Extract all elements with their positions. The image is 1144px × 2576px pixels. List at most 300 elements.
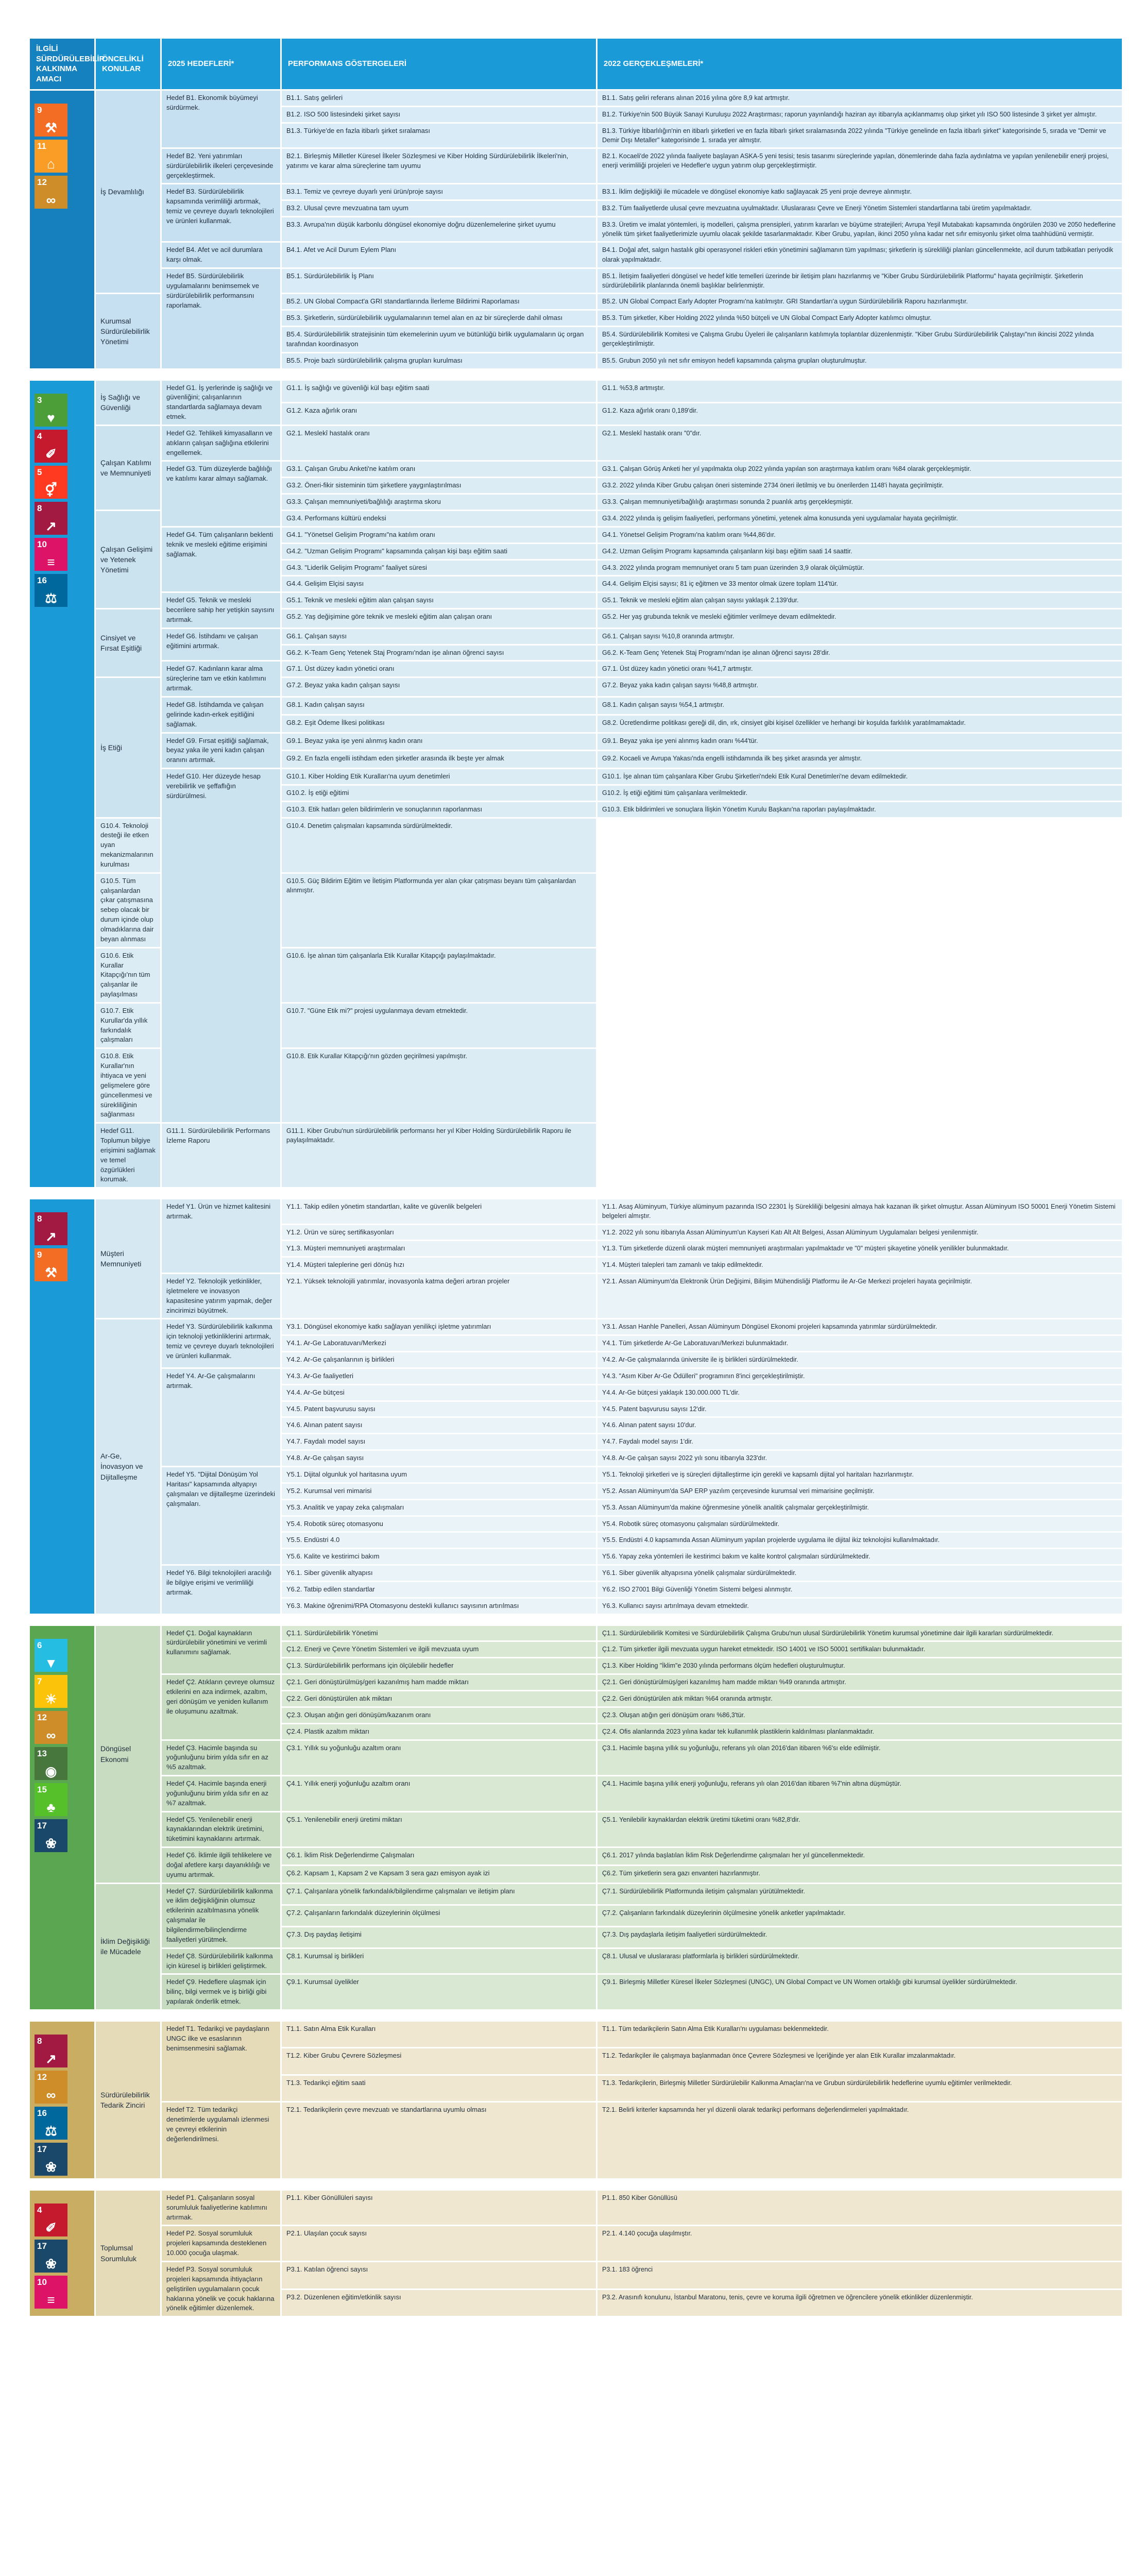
table-header-row [30, 39, 1122, 89]
result-cell: Y5.2. Assan Alüminyum'da SAP ERP yazılım çerçevesinde kurumsal veri mimarisine geçilmiştir. [597, 1484, 1122, 1499]
result-cell: Y1.1. Asaş Alüminyum, Türkiye alüminyum pazarında ISO 22301 İş Sürekliliği belgesini almaya hak kazanan ilk şirket olmuştur. Assan Alüminyum ISO 50001 Enerji Yönetim Sistemi belgeleri almıştır. [597, 1199, 1122, 1223]
result-cell: G5.2. Her yaş grubunda teknik ve mesleki eğitimler verilmeye devam edilmektedir. [597, 609, 1122, 628]
priority-topic: İş Sağlığı ve Güvenliği [96, 381, 160, 425]
table-row [30, 1949, 1122, 1974]
table-row [30, 1566, 1122, 1581]
table-row [30, 2191, 1122, 2225]
table-row [30, 1776, 1122, 1811]
table-row [30, 593, 1122, 608]
sdg-icon-stack [35, 2024, 90, 2176]
kpi-cell: Ç3.1. Yıllık su yoğunluğu azaltım oranı [282, 1741, 596, 1775]
result-cell: Ç2.4. Ofis alanlarında 2023 yılına kadar tek kullanımlık plastiklerin kaldırılması planlanmaktadır. [597, 1724, 1122, 1739]
priority-topic: İklim Değişikliği ile Mücadele [96, 1884, 160, 2009]
kpi-cell: B5.5. Proje bazlı sürdürülebilirlik çalışma grupları kurulması [282, 353, 596, 368]
kpi-cell: B1.3. Türkiye'de en fazla itibarlı şirket sıralaması [282, 124, 596, 147]
goal-cell: Hedef Y3. Sürdürülebilirlik kalkınma için teknoloji yetkinliklerini artırmak, temiz ve çevreye duyarlı teknolojileri ve ürünleri kullanmak. [162, 1319, 280, 1367]
factory-icon: ⚒ [45, 120, 57, 135]
goal-cell: Hedef G11. Toplumun bilgiye erişimini sağlamak ve temel özgürlükleri korumak. [96, 1124, 160, 1187]
result-cell: B5.4. Sürdürülebilirlik Komitesi ve Çalışma Grubu Üyeleri ile çalışanların katılımıyla toplantılar düzenlenmiştir. "Kiber Grubu Sürdürülebilirlik Çalıştayı"nın ikincisi 2022 yılında gerçekleştirilmiştir. [597, 327, 1122, 352]
sdg-number: 8 [37, 1214, 42, 1224]
priority-topic: Cinsiyet ve Fırsat Eşitliği [96, 609, 160, 676]
result-cell: B5.3. Tüm şirketler, Kiber Holding 2022 yılında %50 bütçeli ve UN Global Compact Early Adopter katılımcı olmuştur. [597, 311, 1122, 326]
kpi-cell: B1.2. ISO 500 listesindeki şirket sayısı [282, 107, 596, 122]
section-separator [30, 1615, 1122, 1624]
result-cell: Y4.3. "Asım Kiber Ar-Ge Ödülleri" programının 8'inci gerçekleştirilmiştir. [597, 1369, 1122, 1384]
table-row [30, 734, 1122, 750]
sdg-number: 12 [37, 177, 47, 187]
goal-cell: Hedef P2. Sosyal sorumluluk projeleri kapsamında desteklenen 10.000 çocuğa ulaşmak. [162, 2226, 280, 2261]
kpi-cell: G10.4. Teknoloji desteği ile etken uyan mekanizmalarının kurulması [96, 819, 160, 872]
sdg-icon-stack [35, 1202, 90, 1281]
sdg-badge [35, 466, 67, 499]
result-cell: P2.1. 4.140 çocuğa ulaşılmıştır. [597, 2226, 1122, 2261]
kpi-cell: G10.2. İş etiği eğitimi [282, 786, 596, 801]
infinity-icon: ∞ [46, 2087, 56, 2103]
result-cell: B1.2. Türkiye'nin 500 Büyük Sanayi Kuruluşu 2022 Araştırması; raporun yayınlandığı haziran ayı itibarıyla açıklanmamış olup şirket yılı ISO 500 listesinde 3 şirket yer almıştır. [597, 107, 1122, 122]
result-cell: Ç8.1. Ulusal ve uluslararası platformlarla iş birlikleri sürdürülmektedir. [597, 1949, 1122, 1974]
goal-cell: Hedef G6. İstihdamı ve çalışan eğitimini artırmak. [162, 629, 280, 660]
sdg-number: 9 [37, 1250, 42, 1260]
infinity-icon: ∞ [46, 1727, 56, 1743]
priority-topic: Çalışan Katılımı ve Memnuniyeti [96, 426, 160, 510]
result-cell: G4.2. Uzman Gelişim Programı kapsamında çalışanların kişi başı eğitim saati 14 saattir. [597, 544, 1122, 559]
kpi-cell: Y3.1. Döngüsel ekonomiye katkı sağlayan yenilikçi işletme yatırımları [282, 1319, 596, 1334]
result-cell: G4.1. Yönetsel Gelişim Programı'na katılım oranı %44,86'dır. [597, 528, 1122, 543]
book-icon: ✐ [45, 446, 57, 462]
kpi-cell: G10.5. Tüm çalışanlardan çıkar çatışmasına sebep olacak bir durum içinde olup olmadıklarına dair beyan alınması [96, 874, 160, 947]
result-cell: G10.3. Etik bildirimleri ve sonuçlara İlişkin Yönetim Kurulu Başkanı'na raporları paylaşılmaktadır. [597, 802, 1122, 817]
result-cell: Ç7.2. Çalışanların farkındalık düzeylerinin ölçülmesine yönelik anketler yapılmaktadır. [597, 1906, 1122, 1926]
kpi-cell: Y4.2. Ar-Ge çalışanlarının iş birlikleri [282, 1352, 596, 1367]
result-cell: Ç2.2. Geri dönüştürülen atık miktarı %64 oranında artmıştır. [597, 1691, 1122, 1706]
result-cell: B5.5. Grubun 2050 yılı net sıfır emisyon hedefi kapsamında çalışma grupları oluşturulmuştur. [597, 353, 1122, 368]
kpi-cell: Y1.3. Müşteri memnuniyeti araştırmaları [282, 1241, 596, 1256]
goal-cell: Hedef G1. İş yerlerinde iş sağlığı ve güvenliğini; çalışanlarının standartlarda sağlamaya devam etmek. [162, 381, 280, 425]
result-cell: Y5.5. Endüstri 4.0 kapsamında Assan Alüminyum yapılan projelerde uygulama ile dijital ikiz teknolojisi kullanılmaktadır. [597, 1533, 1122, 1548]
kpi-cell: Ç1.2. Enerji ve Çevre Yönetim Sistemleri ve ilgili mevzuata uyum [282, 1642, 596, 1657]
kpi-cell: G10.7. Etik Kurullar'da yıllık farkındalık çalışmaları [96, 1004, 160, 1047]
sdg-number: 5 [37, 467, 42, 477]
result-cell: Y1.3. Tüm şirketlerde düzenli olarak müşteri memnuniyeti araştırmaları yapılmaktadır ve "0" müşteri şikayetine yönelik yenilikler bulunmaktadır. [597, 1241, 1122, 1256]
priority-topic: Sürdürülebilirlik Tedarik Zinciri [96, 2022, 160, 2178]
section-separator [30, 2011, 1122, 2020]
kpi-cell: G4.1. "Yönetsel Gelişim Programı"na katılım oranı [282, 528, 596, 543]
kpi-cell: Y5.5. Endüstri 4.0 [282, 1533, 596, 1548]
kpi-cell: P1.1. Kiber Gönüllüleri sayısı [282, 2191, 596, 2225]
kpi-cell: Y5.4. Robotik süreç otomasyonu [282, 1517, 596, 1532]
priority-topic: Müşteri Memnuniyeti [96, 1199, 160, 1318]
result-cell: G10.1. İşe alınan tüm çalışanlara Kiber Grubu Şirketleri'ndeki Etik Kural Denetimleri'ne devam edilmektedir. [597, 769, 1122, 784]
kpi-cell: G5.2. Yaş değişimine göre teknik ve mesleki eğitim alan çalışan oranı [282, 609, 596, 628]
result-cell: Y4.7. Faydalı model sayısı 1'dir. [597, 1434, 1122, 1449]
goal-cell: Hedef G8. İstihdamda ve çalışan gelirinde kadın-erkek eşitliğini sağlamak. [162, 698, 280, 732]
sdg-number: 12 [37, 2072, 47, 2082]
kpi-cell: Y2.1. Yüksek teknolojili yatırımlar, inovasyonla katma değeri artıran projeler [282, 1274, 596, 1318]
kpi-cell: Y6.3. Makine öğrenimi/RPA Otomasyonu destekli kullanıcı sayısının artırılması [282, 1599, 596, 1614]
kpi-cell: G1.2. Kaza ağırlık oranı [282, 403, 596, 425]
sdg-badge [35, 2204, 67, 2236]
result-cell: Y4.6. Alınan patent sayısı 10'dur. [597, 1418, 1122, 1433]
result-cell: Ç5.1. Yenilebilir kaynaklardan elektrik üretimi tüketimi oranı %82,8'dir. [597, 1812, 1122, 1847]
sdg-badge [35, 2035, 67, 2067]
section-separator [30, 1189, 1122, 1198]
kpi-cell: Y4.8. Ar-Ge çalışan sayısı [282, 1451, 596, 1466]
goal-cell: Hedef Ç2. Atıkların çevreye olumsuz etkilerini en aza indirmek, azaltım, geri dönüşüm ve yeniden kullanım ile oluşumunu azaltmak. [162, 1675, 280, 1739]
partnership-icon: ❀ [45, 1835, 57, 1851]
goal-cell: Hedef Ç6. İklimle ilgili tehlikelere ve doğal afetlere karşı dayanıklılığı ve uyumu artırmak. [162, 1848, 280, 1883]
kpi-cell: Ç2.4. Plastik azaltım miktarı [282, 1724, 596, 1739]
result-cell: Ç2.3. Oluşan atığın geri dönüşüm oranı %86,3'tür. [597, 1708, 1122, 1723]
table-row [30, 149, 1122, 183]
sdg-badge [35, 1819, 67, 1852]
kpi-cell: Y5.2. Kurumsal veri mimarisi [282, 1484, 596, 1499]
result-cell: G1.1. %53,8 artmıştır. [597, 381, 1122, 402]
sdg-badge [35, 2143, 67, 2176]
goal-cell: Hedef B1. Ekonomik büyümeyi sürdürmek. [162, 91, 280, 147]
sdg-cell [30, 2022, 94, 2178]
goal-cell: Hedef B3. Sürdürülebilirlik kapsamında verimliliği artırmak, temiz ve çevreye duyarlı teknolojileri ve ürünleri kullanmak. [162, 184, 280, 241]
goal-cell: Hedef G10. Her düzeyde hesap verebilirlik ve şeffaflığın sürdürülmesi. [162, 769, 280, 1122]
sdg-badge [35, 2071, 67, 2104]
result-cell: G6.2. K-Team Genç Yetenek Staj Programı'ndan işe alınan öğrenci sayısı 28'dir. [597, 646, 1122, 660]
kpi-cell: B5.4. Sürdürülebilirlik stratejisinin tüm ekemelerinin uyum ve bütünlüğü birlik uygulamaların üç organ tarafından koordinasyon [282, 327, 596, 352]
sdg-icon-stack [35, 1629, 90, 1852]
kpi-cell: B1.1. Satış gelirleri [282, 91, 596, 106]
kpi-cell: T1.1. Satın Alma Etik Kuralları [282, 2022, 596, 2047]
heart-pulse-icon: ♥ [47, 410, 55, 426]
result-cell: Ç6.1. 2017 yılında başlatılan İklim Risk Değerlendirme çalışmaları her yıl güncellenmektedir. [597, 1848, 1122, 1865]
sdg-badge [35, 1248, 67, 1281]
kpi-cell: Ç2.2. Geri dönüştürülen atık miktarı [282, 1691, 596, 1706]
priority-topic: İş Etiği [96, 678, 160, 817]
kpi-cell: T2.1. Tedarikçilerin çevre mevzuatı ve standartlarına uyumlu olması [282, 2103, 596, 2178]
kpi-cell: G4.4. Gelişim Elçisi sayısı [282, 577, 596, 591]
result-cell: G1.2. Kaza ağırlık oranı 0,189'dir. [597, 403, 1122, 425]
goal-cell: Hedef Ç4. Hacimle başında enerji yoğunluğunu birim yılda sıfır en az %7 azaltmak. [162, 1776, 280, 1811]
result-cell: G10.7. "Güne Etik mi?" projesi uygulanmaya devam etmektedir. [282, 1004, 596, 1047]
sdg-badge [35, 574, 67, 607]
goal-cell: Hedef Ç8. Sürdürülebilirlik kalkınma için küresel iş birlikleri geliştirmek. [162, 1949, 280, 1974]
result-cell: B1.3. Türkiye İtibarlılığın'nin en itibarlı şirketleri ve en fazla itibarlı şirket sıralamasında 2022 yılında "Türkiye genelinde en fazla itibarlı şirket" kategorisinde 5, sırada ve "Demir ve Demir Dışı Metaller" kategorisinde 1. sırada yer almıştır. [597, 124, 1122, 147]
section-separator-cell [30, 2011, 1122, 2020]
goal-cell: Hedef B5. Sürdürülebilirlik uygulamalarını benimsemek ve sürdürülebilirlik performansını raporlamak. [162, 269, 280, 368]
kpi-cell: Ç7.1. Çalışanlara yönelik farkındalık/bilgilendirme çalışmaları ve iletişim planı [282, 1884, 596, 1904]
kpi-cell: B3.3. Avrupa'nın düşük karbonlu döngüsel ekonomiye doğru düzenlemelerine şirket uyumu [282, 217, 596, 241]
result-cell: Y4.5. Patent başvurusu sayısı 12'dir. [597, 1402, 1122, 1417]
kpi-cell: Y1.4. Müşteri taleplerine geri dönüş hızı [282, 1258, 596, 1273]
kpi-cell: G3.1. Çalışan Grubu Anketi'ne katılım oranı [282, 462, 596, 477]
goal-cell: Hedef P3. Sosyal sorumluluk projeleri kapsamında ihtiyaçların geliştirilen uygulamaların çocuk haklarına yönelik ve çocuk haklarına yönelik eğitimler düzenlemek. [162, 2262, 280, 2316]
result-cell: P3.2. Arasınıfı konulunu, İstanbul Maratonu, tenis, çevre ve koruma ilgili öğretmen ve öğrencilere yönelik etkinlikler düzenlenmiştir. [597, 2290, 1122, 2316]
sdg-icon-stack [35, 93, 90, 209]
sdg-number: 7 [37, 1676, 42, 1686]
result-cell: Y5.4. Robotik süreç otomasyonu çalışmaları sürdürülmektedir. [597, 1517, 1122, 1532]
result-cell: Ç1.3. Kiber Holding "İklim"e 2030 yılında performans ölçüm hedefleri oluşturulmuştur. [597, 1658, 1122, 1673]
kpi-cell: Ç6.1. İklim Risk Değerlendirme Çalışmaları [282, 1848, 596, 1865]
table-row [30, 1467, 1122, 1482]
result-cell: G10.8. Etik Kurallar Kitapçığı'nın gözden geçirilmesi yapılmıştır. [282, 1049, 596, 1122]
kpi-cell: Y5.6. Kalite ve kestirimci bakım [282, 1549, 596, 1564]
sdg-cell [30, 91, 94, 368]
result-cell: G7.1. Üst düzey kadın yönetici oranı %41,7 artmıştır. [597, 662, 1122, 676]
result-cell: P1.1. 850 Kiber Gönüllüsü [597, 2191, 1122, 2225]
result-cell: B3.2. Tüm faaliyetlerde ulusal çevre mevzuatına uyulmaktadır. Uluslararası Çevre ve Enerji Yönetim Sistemleri standartlarına tabi üretim yapılmaktadır. [597, 201, 1122, 216]
kpi-cell: B5.1. Sürdürülebilirlik İş Planı [282, 269, 596, 293]
table-row [30, 698, 1122, 714]
goal-cell: Hedef Y4. Ar-Ge çalışmalarını artırmak. [162, 1369, 280, 1466]
table-body [30, 91, 1122, 2316]
result-cell: G5.1. Teknik ve mesleki eğitim alan çalışan sayısı yaklaşık 2.139'dur. [597, 593, 1122, 608]
table-row [30, 1812, 1122, 1847]
table-row [30, 381, 1122, 402]
partnership-icon: ❀ [45, 2159, 57, 2175]
kpi-cell: Y4.1. Ar-Ge Laboratuvarı/Merkezi [282, 1336, 596, 1351]
table-row [30, 462, 1122, 477]
priority-topic: Ar-Ge, İnovasyon ve Dijitalleşme [96, 1319, 160, 1613]
table-row [30, 528, 1122, 543]
result-cell: G6.1. Çalışan sayısı %10,8 oranında artmıştır. [597, 629, 1122, 644]
sdg-number: 15 [37, 1784, 47, 1794]
table-row [30, 1675, 1122, 1690]
sdg-number: 13 [37, 1748, 47, 1758]
table-row [30, 1884, 1122, 1904]
goal-cell: Hedef G2. Tehlikeli kimyasalların ve atıkların çalışan sağlığına etkilerini engellemek. [162, 426, 280, 461]
kpi-cell: Y4.4. Ar-Ge bütçesi [282, 1385, 596, 1400]
sdg-number: 17 [37, 2241, 47, 2251]
kpi-cell: G6.2. K-Team Genç Yetenek Staj Programı'ndan işe alınan öğrenci sayısı [282, 646, 596, 660]
header-kpis: PERFORMANS GÖSTERGELERİ [282, 39, 596, 89]
section-separator-cell [30, 370, 1122, 379]
result-cell: G11.1. Kiber Grubu'nun sürdürülebilirlik performansı her yıl Kiber Holding Sürdürülebilirlik Raporu ile paylaşılmaktadır. [282, 1124, 596, 1187]
kpi-cell: G11.1. Sürdürülebilirlik Performans İzleme Raporu [162, 1124, 280, 1187]
equality-icon: ≡ [47, 2292, 55, 2308]
result-cell: T1.2. Tedarikçiler ile çalışmaya başlanmadan önce Çevrere Sözleşmesi ve İçeriğinde yer alan Etik Kurallar imzalanmaktadır. [597, 2048, 1122, 2074]
kpi-cell: Y5.3. Analitik ve yapay zeka çalışmaları [282, 1500, 596, 1515]
sdg-number: 16 [37, 2108, 47, 2118]
kpi-cell: Ç8.1. Kurumsal iş birlikleri [282, 1949, 596, 1974]
kpi-cell: G10.1. Kiber Holding Etik Kuralları'na uyum denetimleri [282, 769, 596, 784]
table-row [30, 2226, 1122, 2261]
globe-eye-icon: ◉ [45, 1763, 57, 1779]
result-cell: G4.4. Gelişim Elçisi sayısı; 81 iç eğitmen ve 33 mentor olmak üzere toplam 114'tür. [597, 577, 1122, 591]
kpi-cell: Ç2.1. Geri dönüştürülmüş/geri kazanılmış ham madde miktarı [282, 1675, 596, 1690]
header-goals: 2025 HEDEFLERİ* [162, 39, 280, 89]
result-cell: Ç2.1. Geri dönüştürülmüş/geri kazanılmış ham madde miktarı %49 oranında artmıştır. [597, 1675, 1122, 1690]
sdg-badge [35, 2107, 67, 2140]
result-cell: Y5.6. Yapay zeka yöntemleri ile kestirimci bakım ve kalite kontrol çalışmaları sürdürülmektedir. [597, 1549, 1122, 1564]
priority-topic: Çalışan Gelişimi ve Yetenek Yönetimi [96, 511, 160, 608]
table-row [30, 91, 1122, 106]
partnership-icon: ❀ [45, 2256, 57, 2272]
goal-cell: Hedef G5. Teknik ve mesleki becerilere sahip her yetişkin sayısını artırmak. [162, 593, 280, 628]
header-topics: ÖNCELİKLİ KONULAR [96, 39, 160, 89]
table-row [30, 2103, 1122, 2178]
kpi-cell: G3.2. Öneri-fikir sisteminin tüm şirketlere yaygınlaştırılması [282, 478, 596, 493]
sdg-number: 10 [37, 2277, 47, 2287]
sdg-badge [35, 1783, 67, 1816]
gender-icon: ⚥ [45, 482, 57, 498]
sdg-cell [30, 1626, 94, 2009]
result-cell: Y6.2. ISO 27001 Bilgi Güvenliği Yönetim Sistemi belgesi alınmıştır. [597, 1582, 1122, 1597]
result-cell: B3.3. Üretim ve imalat yöntemleri, iş modelleri, çalışma prensipleri, yatırım kararları ve büyüme stratejileri; Avrupa Yeşil Mutabakatı kapsamında öngörülen 2030 ve 2050 hedeflerine yönelik tüm şirket faaliyetlerimizle uyumlu olacak şekilde tasarlanmaktadır. Kiber Grubu, yapılan, ikinci 2050 yılına kadar net sıfır emisyonlu şirket olma taahhüdünü vermiştir. [597, 217, 1122, 241]
goal-cell: Hedef Ç9. Hedeflere ulaşmak için bilinç, bilgi vermek ve iş birliği gibi yapılarak önderlik etmek. [162, 1975, 280, 2009]
result-cell: G3.4. 2022 yılında iş gelişim faaliyetleri, performans yönetimi, yetenek alma konusunda yeni uygulamalar hayata geçirilmiştir. [597, 511, 1122, 526]
goal-cell: Hedef Ç5. Yenilenebilir enerji kaynaklarından elektrik üretimini, tüketimini kaynaklarını artırmak. [162, 1812, 280, 1847]
sdg-number: 9 [37, 105, 42, 115]
kpi-cell: G2.1. Meslekî hastalık oranı [282, 426, 596, 461]
kpi-cell: G7.2. Beyaz yaka kadın çalışan sayısı [282, 678, 596, 696]
section-separator [30, 370, 1122, 379]
sdg-number: 6 [37, 1640, 42, 1650]
sdg-number: 8 [37, 2036, 42, 2046]
table-row [30, 184, 1122, 199]
result-cell: Y4.1. Tüm şirketlerde Ar-Ge Laboratuvarı/Merkezi bulunmaktadır. [597, 1336, 1122, 1351]
result-cell: P3.1. 183 öğrenci [597, 2262, 1122, 2289]
result-cell: Y1.4. Müşteri talepleri tam zamanlı ve takip edilmektedir. [597, 1258, 1122, 1273]
kpi-cell: P2.1. Ulaşılan çocuk sayısı [282, 2226, 596, 2261]
result-cell: Ç3.1. Hacimle başına yıllık su yoğunluğu, referans yılı olan 2016'dan itibaren %6'sı elde edilmiştir. [597, 1741, 1122, 1775]
sdg-number: 16 [37, 575, 47, 585]
book-icon: ✐ [45, 2219, 57, 2235]
table-row [30, 269, 1122, 293]
kpi-cell: Ç5.1. Yenilenebilir enerji üretimi miktarı [282, 1812, 596, 1847]
kpi-cell: G10.3. Etik hatları gelen bildirimlerin ve sonuçlarının raporlanması [282, 802, 596, 817]
kpi-cell: B5.3. Şirketlerin, sürdürülebilirlik uygulamalarının temel alan en az bir süreçlerde dahil olması [282, 311, 596, 326]
result-cell: Ç4.1. Hacimle başına yıllık enerji yoğunluğu, referans yılı olan 2016'dan itibaren %7'nin altına düşmüştür. [597, 1776, 1122, 1811]
dove-icon: ⚖ [45, 2123, 57, 2139]
kpi-cell: Ç4.1. Yıllık enerji yoğunluğu azaltım oranı [282, 1776, 596, 1811]
goal-cell: Hedef Y5. "Dijital Dönüşüm Yol Haritası" kapsamında altyapıyı çalışmaları ve dijitalleşme üzerindeki çalışmaları. [162, 1467, 280, 1564]
kpi-cell: Y4.3. Ar-Ge faaliyetleri [282, 1369, 596, 1384]
table-row [30, 629, 1122, 644]
header-results: 2022 GERÇEKLEŞMELERİ* [597, 39, 1122, 89]
goal-cell: Hedef G3. Tüm düzeylerde bağlılığı ve katılımı karar almayı sağlamak. [162, 462, 280, 526]
kpi-cell: Y5.1. Dijital olgunluk yol haritasına uyum [282, 1467, 596, 1482]
goal-cell: Hedef Y2. Teknolojik yetkinlikler, işletmelere ve inovasyon kapasitesine yatırım yapmak, değer zincirimizi büyütmek. [162, 1274, 280, 1318]
sdg-badge [35, 430, 67, 463]
result-cell: G9.2. Kocaeli ve Avrupa Yakası'nda engelli istihdamında ilk beş şirket arasında yer almıştır. [597, 751, 1122, 768]
result-cell: Y4.2. Ar-Ge çalışmalarında üniversite ile iş birlikleri sürdürülmektedir. [597, 1352, 1122, 1367]
kpi-cell: G10.8. Etik Kurallar'nın ihtiyaca ve yeni gelişmelere göre güncellenmesi ve sürekliliğinin sağlanması [96, 1049, 160, 1122]
result-cell: Ç6.2. Tüm şirketlerin sera gazı envanteri hazırlanmıştır. [597, 1866, 1122, 1883]
result-cell: Y1.2. 2022 yılı sonu itibarıyla Assan Alüminyum'un Kayseri Katı Alt Alt Belgesi, Assan Alüminyum Uygulamaları belgesi yenilenmiştir. [597, 1225, 1122, 1240]
result-cell: Ç7.3. Dış paydaşlarla iletişim faaliyetleri sürdürülmektedir. [597, 1927, 1122, 1947]
kpi-cell: G4.2. "Uzman Gelişim Programı" kapsamında çalışan kişi başı eğitim saati [282, 544, 596, 559]
result-cell: G2.1. Meslekî hastalık oranı "0"dır. [597, 426, 1122, 461]
goals-table-container [28, 37, 1120, 2317]
kpi-cell: B2.1. Birleşmiş Milletler Küresel İlkeler Sözleşmesi ve Kiber Holding Sürdürülebilirlik İlkeleri'nin, yatırımı ve karar alma süreçlerine tam uyumu [282, 149, 596, 183]
goals-table [28, 37, 1123, 2317]
kpi-cell: Y1.1. Takip edilen yönetim standartları, kalite ve güvenlik belgeleri [282, 1199, 596, 1223]
kpi-cell: G3.4. Performans kültürü endeksi [282, 511, 596, 526]
goal-cell: Hedef Ç3. Hacimle başında su yoğunluğunu birim yılda sıfır en az %5 azaltmak. [162, 1741, 280, 1775]
sdg-badge [35, 104, 67, 137]
kpi-cell: G7.1. Üst düzey kadın yönetici oranı [282, 662, 596, 676]
kpi-cell: G1.1. İş sağlığı ve güvenliği kül başı eğitim saati [282, 381, 596, 402]
table-row [30, 1975, 1122, 2009]
kpi-cell: Y4.7. Faydalı model sayısı [282, 1434, 596, 1449]
sdg-badge [35, 2240, 67, 2273]
kpi-cell: B3.1. Temiz ve çevreye duyarlı yeni ürün/proje sayısı [282, 184, 596, 199]
result-cell: B1.1. Satış geliri referans alınan 2016 yılına göre 8,9 kat artmıştır. [597, 91, 1122, 106]
priority-topic: İş Devamlılığı [96, 91, 160, 293]
kpi-cell: G4.3. "Liderlik Gelişim Programı" faaliyet süresi [282, 561, 596, 575]
sdg-number: 8 [37, 503, 42, 513]
result-cell: T2.1. Belirli kriterler kapsamında her yıl düzenli olarak tedarikçi performans değerlendirmeleri yapılmaktadır. [597, 2103, 1122, 2178]
table-row [30, 2262, 1122, 2289]
sdg-badge [35, 140, 67, 173]
sdg-icon-stack [35, 2193, 90, 2309]
sdg-number: 4 [37, 431, 42, 441]
kpi-cell: G8.1. Kadın çalışan sayısı [282, 698, 596, 714]
result-cell: G9.1. Beyaz yaka işe yeni alınmış kadın oranı %44'tür. [597, 734, 1122, 750]
sdg-number: 3 [37, 395, 42, 405]
sdg-number: 17 [37, 1820, 47, 1831]
sdg-icon-stack [35, 383, 90, 607]
kpi-cell: Y6.2. Tatbip edilen standartlar [282, 1582, 596, 1597]
goal-cell: Hedef B4. Afet ve acil durumlara karşı olmak. [162, 243, 280, 267]
goal-cell: Hedef B2. Yeni yatırımları sürdürülebilirlik ilkeleri çerçevesinde gerçekleştirmek. [162, 149, 280, 183]
city-icon: ⌂ [47, 156, 55, 172]
goal-cell: Hedef G4. Tüm çalışanların beklenti teknik ve mesleki eğitime erişimini sağlamak. [162, 528, 280, 591]
result-cell: B3.1. İklim değişikliği ile mücadele ve döngüsel ekonomiye katkı sağlayacak 25 yeni proje devreye alınmıştır. [597, 184, 1122, 199]
result-cell: B4.1. Doğal afet, salgın hastalık gibi operasyonel riskleri etkin yönetimini sağlamanın tüm yapılması; şirketlerin iş sürekliliği planları güncellenmekte, acil durum tatbikatları periyodik olarak yapılmaktadır. [597, 243, 1122, 267]
result-cell: G3.2. 2022 yılında Kiber Grubu çalışan öneri sisteminde 2734 öneri iletilmiş ve bu önerilerden 1148'i hayata geçirilmiştir. [597, 478, 1122, 493]
priority-topic: Kurumsal Sürdürülebilirlik Yönetimi [96, 294, 160, 368]
table-row [30, 2022, 1122, 2047]
dove-icon: ⚖ [45, 590, 57, 606]
header-sdg: İLGİLİ SÜRDÜRÜLEBİLİR KALKINMA AMACI [30, 39, 94, 89]
section-separator-cell [30, 1189, 1122, 1198]
result-cell: G10.6. İşe alınan tüm çalışanlarla Etik Kurallar Kitapçığı paylaşılmaktadır. [282, 948, 596, 1002]
goal-cell: Hedef Y1. Ürün ve hizmet kalitesini artırmak. [162, 1199, 280, 1273]
table-row [30, 243, 1122, 267]
kpi-cell: G6.1. Çalışan sayısı [282, 629, 596, 644]
sdg-number: 11 [37, 141, 46, 151]
tree-icon: ♣ [46, 1799, 56, 1815]
kpi-cell: Ç1.1. Sürdürülebilirlik Yönetimi [282, 1626, 596, 1641]
priority-topic: Döngüsel Ekonomi [96, 1626, 160, 1883]
result-cell: B5.2. UN Global Compact Early Adopter Programı'na katılmıştır. GRI Standartları'a uygun Sürdürülebilirlik Raporu hazırlanmıştır. [597, 294, 1122, 309]
goal-cell: Hedef G7. Kadınların karar alma süreçlerine tam ve etkin katılımını artırmak. [162, 662, 280, 696]
result-cell: G7.2. Beyaz yaka kadın çalışan sayısı %48,8 artmıştır. [597, 678, 1122, 696]
kpi-cell: Ç2.3. Oluşan atığın geri dönüşüm/kazanım oranı [282, 1708, 596, 1723]
sdg-number: 10 [37, 539, 47, 549]
growth-icon: ↗ [45, 1229, 57, 1245]
result-cell: T1.3. Tedarikçilerin, Birleşmiş Milletler Sürdürülebilir Kalkınma Amaçları'na ve Grubun sürdürülebilirlik hedeflerine uyumlu eğitimler verilmektedir. [597, 2076, 1122, 2101]
sdg-badge [35, 1675, 67, 1708]
kpi-cell: Ç9.1. Kurumsal üyelikler [282, 1975, 596, 2009]
goal-cell: Hedef T2. Tüm tedarikçi denetimlerde uygulamalı izlenmesi ve çevreyi etkilerinin değerlendirilmesi. [162, 2103, 280, 2178]
table-row [30, 1369, 1122, 1384]
goal-cell: Hedef Ç7. Sürdürülebilirlik kalkınma ve iklim değişikliğinin olumsuz etkilerinin azaltılmasına yönelik çalışmalar ile bilgilendirme/bilinçlendirme faaliyetleri yürütmek. [162, 1884, 280, 1947]
sdg-badge [35, 1711, 67, 1744]
result-cell: Ç1.2. Tüm şirketler ilgili mevzuata uygun hareket etmektedir. ISO 14001 ve ISO 50001 sertifikaları bulunmaktadır. [597, 1642, 1122, 1657]
table-row [30, 769, 1122, 784]
kpi-cell: P3.2. Düzenlenen eğitim/etkinlik sayısı [282, 2290, 596, 2316]
result-cell: G10.4. Denetim çalışmaları kapsamında sürdürülmektedir. [282, 819, 596, 872]
kpi-cell: G8.2. Eşit Ödeme İlkesi politikası [282, 716, 596, 732]
result-cell: G4.3. 2022 yılında program memnuniyet oranı 5 tam puan üzerinden 3,9 olarak ölçülmüştür. [597, 561, 1122, 575]
sdg-cell [30, 1199, 94, 1613]
kpi-cell: T1.3. Tedarikçi eğitim saati [282, 2076, 596, 2101]
kpi-cell: Y4.6. Alınan patent sayısı [282, 1418, 596, 1433]
result-cell: Y6.1. Siber güvenlik altyapısına yönelik çalışmalar sürdürülmektedir. [597, 1566, 1122, 1581]
result-cell: B5.1. İletişim faaliyetleri döngüsel ve hedef kitle temelleri üzerinde bir iletişim planı hazırlanmış ve "Kiber Grubu Sürdürülebilirlik Platformu" hayata geçirilmiştir. Şirketlerin sürdürülebilirlik planlarında önemli başlıklar belirlenmiştir. [597, 269, 1122, 293]
sdg-cell [30, 381, 94, 1188]
kpi-cell: Ç1.3. Sürdürülebilirlik performans için ölçülebilir hedefler [282, 1658, 596, 1673]
result-cell: Ç7.1. Sürdürülebilirlik Platformunda iletişim çalışmaları yürütülmektedir. [597, 1884, 1122, 1904]
